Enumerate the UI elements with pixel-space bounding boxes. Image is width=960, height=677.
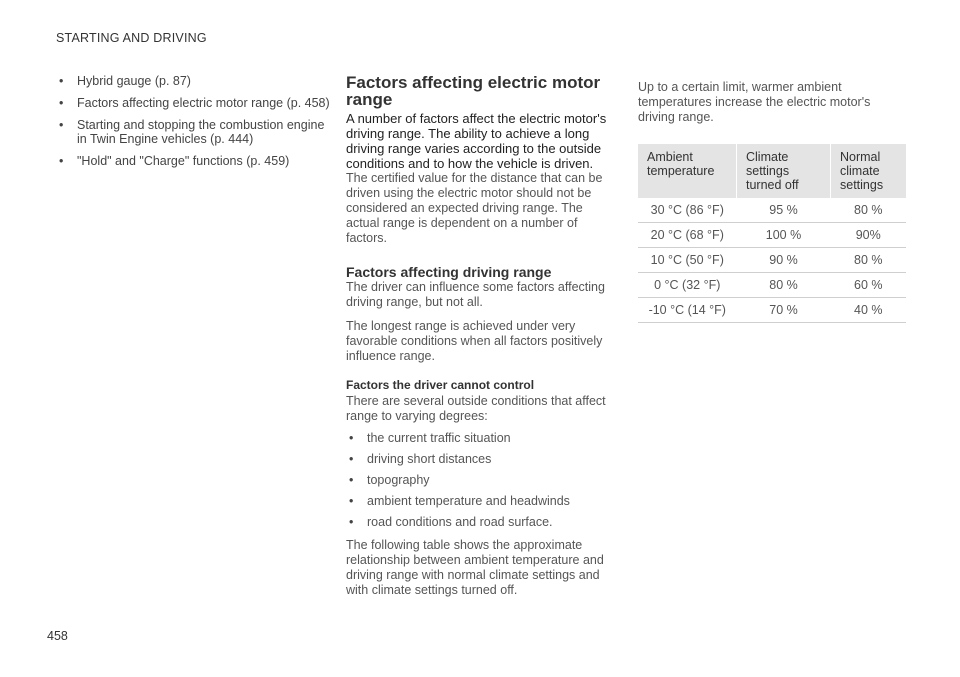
cell-climate-off: 70 % [737, 298, 831, 323]
list-item: • road conditions and road surface. [346, 515, 610, 529]
table-row [638, 248, 906, 273]
conditions-list [346, 431, 610, 529]
article-title: Factors affecting electric motor range [346, 73, 601, 109]
cell-temperature: -10 °C (14 °F) [638, 298, 737, 323]
cell-normal-climate: 80 % [831, 198, 907, 223]
subheading-driving-range: Factors affecting driving range [346, 264, 552, 280]
table-header-row [638, 144, 906, 198]
cell-temperature: 10 °C (50 °F) [638, 248, 737, 273]
table-row [638, 223, 906, 248]
article-intro: The certified value for the distance that can be driven using the electric motor should not be considered an expected driving range. The actual range is dependent on a number of factors. [346, 171, 603, 245]
cell-normal-climate: 40 % [831, 298, 907, 323]
cell-temperature: 0 °C (32 °F) [638, 273, 737, 298]
related-link-hold-charge[interactable]: • "Hold" and "Charge" functions (p. 459) [56, 154, 336, 168]
related-link-electric-range[interactable]: • Factors affecting electric motor range (p. 458) [56, 96, 336, 110]
table-column [638, 80, 908, 323]
section-title: STARTING AND DRIVING [56, 31, 207, 45]
cell-normal-climate: 60 % [831, 273, 907, 298]
page-number: 458 [47, 629, 68, 643]
header-normal-climate: Normal climate settings [831, 144, 907, 198]
cell-climate-off: 100 % [737, 223, 831, 248]
cell-temperature: 30 °C (86 °F) [638, 198, 737, 223]
cell-climate-off: 90 % [737, 248, 831, 273]
paragraph-driver-influence: The driver can influence some factors affecting driving range, but not all. [346, 280, 605, 309]
related-link-hybrid-gauge[interactable]: • Hybrid gauge (p. 87) [56, 74, 336, 88]
list-item: • topography [346, 473, 610, 487]
list-item: • ambient temperature and headwinds [346, 494, 610, 508]
article-lead: A number of factors affect the electric motor's driving range. The ability to achieve a long driving range varies according to the outside conditions and to how the vehicle is driven. [346, 111, 607, 171]
paragraph-longest-range: The longest range is achieved under very favorable conditions when all factors positively influence range. [346, 319, 603, 363]
paragraph-warmer-temperatures: Up to a certain limit, warmer ambient temperatures increase the electric motor's driving range. [638, 80, 871, 124]
header-ambient-temperature: Ambient temperature [638, 144, 737, 198]
related-link-start-stop[interactable]: • Starting and stopping the combustion engine in Twin Engine vehicles (p. 444) [56, 118, 336, 146]
header-climate-off: Climate settings turned off [737, 144, 831, 198]
cell-normal-climate: 90% [831, 223, 907, 248]
table-row [638, 298, 906, 323]
related-links-list [56, 74, 336, 168]
cell-normal-climate: 80 % [831, 248, 907, 273]
related-links-column [56, 74, 336, 176]
cell-climate-off: 95 % [737, 198, 831, 223]
list-item: • driving short distances [346, 452, 610, 466]
cell-climate-off: 80 % [737, 273, 831, 298]
paragraph-table-intro: The following table shows the approximate relationship between ambient temperature and driving range with normal climate settings and with climate settings turned off. [346, 538, 604, 597]
article-column [346, 74, 610, 598]
table-row [638, 273, 906, 298]
range-table [638, 144, 906, 323]
list-item: • the current traffic situation [346, 431, 610, 445]
cell-temperature: 20 °C (68 °F) [638, 223, 737, 248]
paragraph-outside-conditions: There are several outside conditions that affect range to varying degrees: [346, 394, 606, 423]
table-row [638, 198, 906, 223]
subheading-cannot-control: Factors the driver cannot control [346, 378, 535, 392]
